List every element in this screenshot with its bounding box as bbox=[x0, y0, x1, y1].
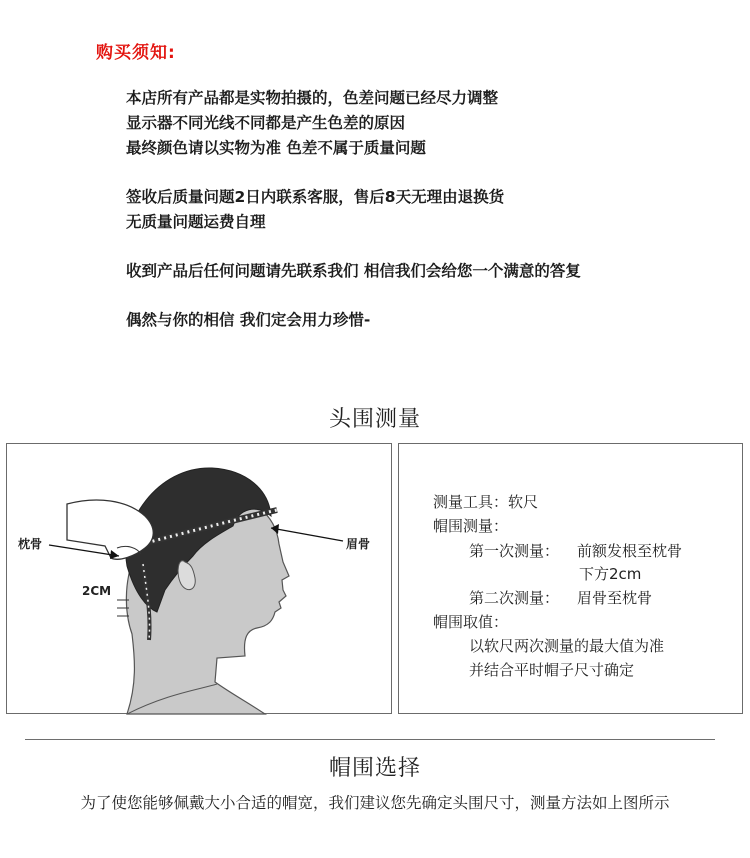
label-offset: 2CM bbox=[82, 584, 112, 598]
notice-line: 收到产品后任何问题请先联系我们 相信我们会给您一个满意的答复 bbox=[126, 262, 581, 280]
notice-line: 本店所有产品都是实物拍摄的，色差问题已经尽力调整 bbox=[126, 89, 499, 107]
notice-line: 无质量问题运费自理 bbox=[126, 213, 266, 231]
hat-choice-title: 帽围选择 bbox=[328, 756, 421, 781]
notice-line: 偶然与你的相信 我们定会用力珍惜- bbox=[126, 311, 371, 329]
notice-line: 最终颜色请以实物为准 色差不属于质量问题 bbox=[126, 139, 426, 157]
notice-paragraph bbox=[126, 308, 726, 333]
hat-choice-text: 为了使您能够佩戴大小合适的帽宽，我们建议您先确定头围尺寸，测量方法如上图所示 bbox=[80, 794, 670, 812]
label-occipital: 枕骨 bbox=[18, 537, 43, 551]
method-measure-heading: 帽围测量： bbox=[433, 517, 509, 535]
notice-title: 购买须知: bbox=[96, 43, 176, 63]
method-second-label: 第二次测量： bbox=[469, 589, 560, 607]
notice-paragraph bbox=[126, 86, 726, 161]
method-first-value: 前额发根至枕骨 bbox=[577, 542, 683, 560]
section-divider bbox=[25, 739, 715, 740]
measure-method-panel bbox=[398, 443, 743, 714]
notice-line: 签收后质量问题2日内联系客服，售后8天无理由退换货 bbox=[126, 188, 505, 206]
notice-line: 显示器不同光线不同都是产生色差的原因 bbox=[126, 114, 406, 132]
method-tool: 测量工具：软尺 bbox=[433, 493, 539, 511]
method-second-value: 眉骨至枕骨 bbox=[577, 589, 653, 607]
head-diagram-panel bbox=[6, 443, 392, 714]
method-value-line1: 以软尺两次测量的最大值为准 bbox=[469, 637, 665, 655]
notice-paragraph bbox=[126, 259, 726, 284]
arrow-brow bbox=[271, 528, 343, 541]
label-brow: 眉骨 bbox=[346, 537, 371, 551]
notice-body bbox=[126, 86, 726, 333]
head-illustration bbox=[7, 444, 393, 715]
method-value-line2: 并结合平时帽子尺寸确定 bbox=[469, 661, 635, 679]
notice-paragraph bbox=[126, 185, 726, 235]
method-value-heading: 帽围取值： bbox=[433, 613, 509, 631]
method-first-value-cont: 下方2cm bbox=[579, 565, 642, 583]
head-measure-title: 头围测量 bbox=[328, 407, 421, 432]
method-first-label: 第一次测量： bbox=[469, 542, 560, 560]
